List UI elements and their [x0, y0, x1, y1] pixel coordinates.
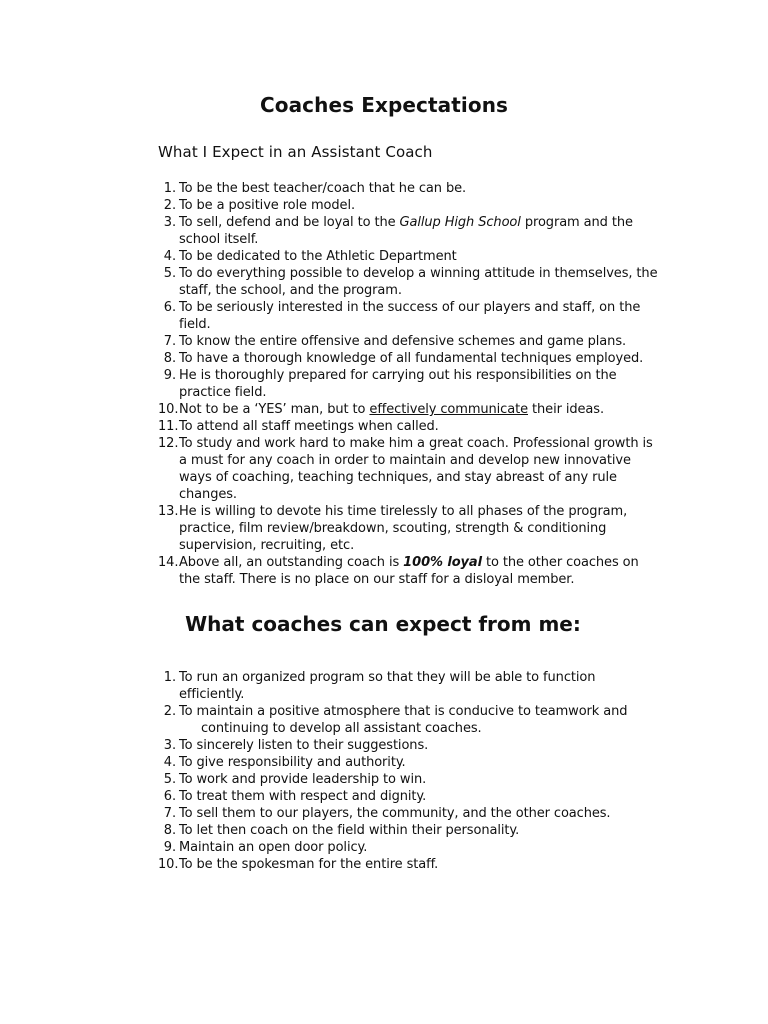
list-item: 7 . To know the entire offensive and defensive schemes and game plans.	[158, 333, 658, 350]
list-item: 6 . To be seriously interested in the success of our players and staff, on the field.	[158, 299, 658, 333]
list-item: 5 . To work and provide leadership to win.	[158, 771, 658, 788]
emphasis-loyal: 100% loyal	[403, 555, 482, 570]
list-item: 9 . He is thoroughly prepared for carrying out his responsibilities on the practice field.	[158, 367, 658, 401]
list-item: 4 . To be dedicated to the Athletic Department	[158, 248, 658, 265]
list-item: 10 . To be the spokesman for the entire staff.	[158, 856, 658, 873]
list-item: 9 . Maintain an open door policy.	[158, 839, 658, 856]
list-item: 8 . To have a thorough knowledge of all fundamental techniques employed.	[158, 350, 658, 367]
list-item: 1 . To be the best teacher/coach that he can be.	[158, 180, 658, 197]
list-item: 5 . To do everything possible to develop a winning attitude in themselves, the staff, the school, and the program.	[158, 265, 658, 299]
coach-expectations-from-me-list	[158, 669, 658, 873]
document-title: Coaches Expectations	[259, 93, 509, 117]
section-subtitle: What I Expect in an Assistant Coach	[158, 143, 433, 161]
list-item: 14 . Above all, an outstanding coach is 100% loyal to the other coaches on the staff. There is no place on our staff for a disloyal member.	[158, 554, 658, 588]
list-item: 3 . To sell, defend and be loyal to the Gallup High School program and the school itself.	[158, 214, 658, 248]
list-item: 2 . To maintain a positive atmosphere that is conducive to teamwork and continuing to develop all assistant coaches.	[158, 703, 658, 737]
list-item: 1 . To run an organized program so that they will be able to function efficiently.	[158, 669, 658, 703]
list-item: 11 . To attend all staff meetings when called.	[158, 418, 658, 435]
list-item: 4 . To give responsibility and authority.	[158, 754, 658, 771]
school-name: Gallup High School	[399, 215, 521, 230]
list-item: 7 . To sell them to our players, the community, and the other coaches.	[158, 805, 658, 822]
section-heading: What coaches can expect from me:	[185, 612, 581, 636]
list-item: 6 . To treat them with respect and dignity.	[158, 788, 658, 805]
list-item: 13 . He is willing to devote his time tirelessly to all phases of the program, practice, film review/breakdown, scouting, strength & conditioning supervision, recruiting, etc.	[158, 503, 658, 554]
list-item: 10 . Not to be a ‘YES’ man, but to effectively communicate their ideas.	[158, 401, 658, 418]
list-item: 3 . To sincerely listen to their suggestions.	[158, 737, 658, 754]
assistant-coach-expectations-list	[158, 180, 658, 588]
list-item: 12 . To study and work hard to make him a great coach. Professional growth is a must for any coach in order to maintain and develop new innovative ways of coaching, teaching techniques, and stay abreast of any rule changes.	[158, 435, 658, 503]
underlined-phrase: effectively communicate	[369, 402, 528, 417]
list-item: 8 . To let then coach on the field within their personality.	[158, 822, 658, 839]
list-item: 2 . To be a positive role model.	[158, 197, 658, 214]
